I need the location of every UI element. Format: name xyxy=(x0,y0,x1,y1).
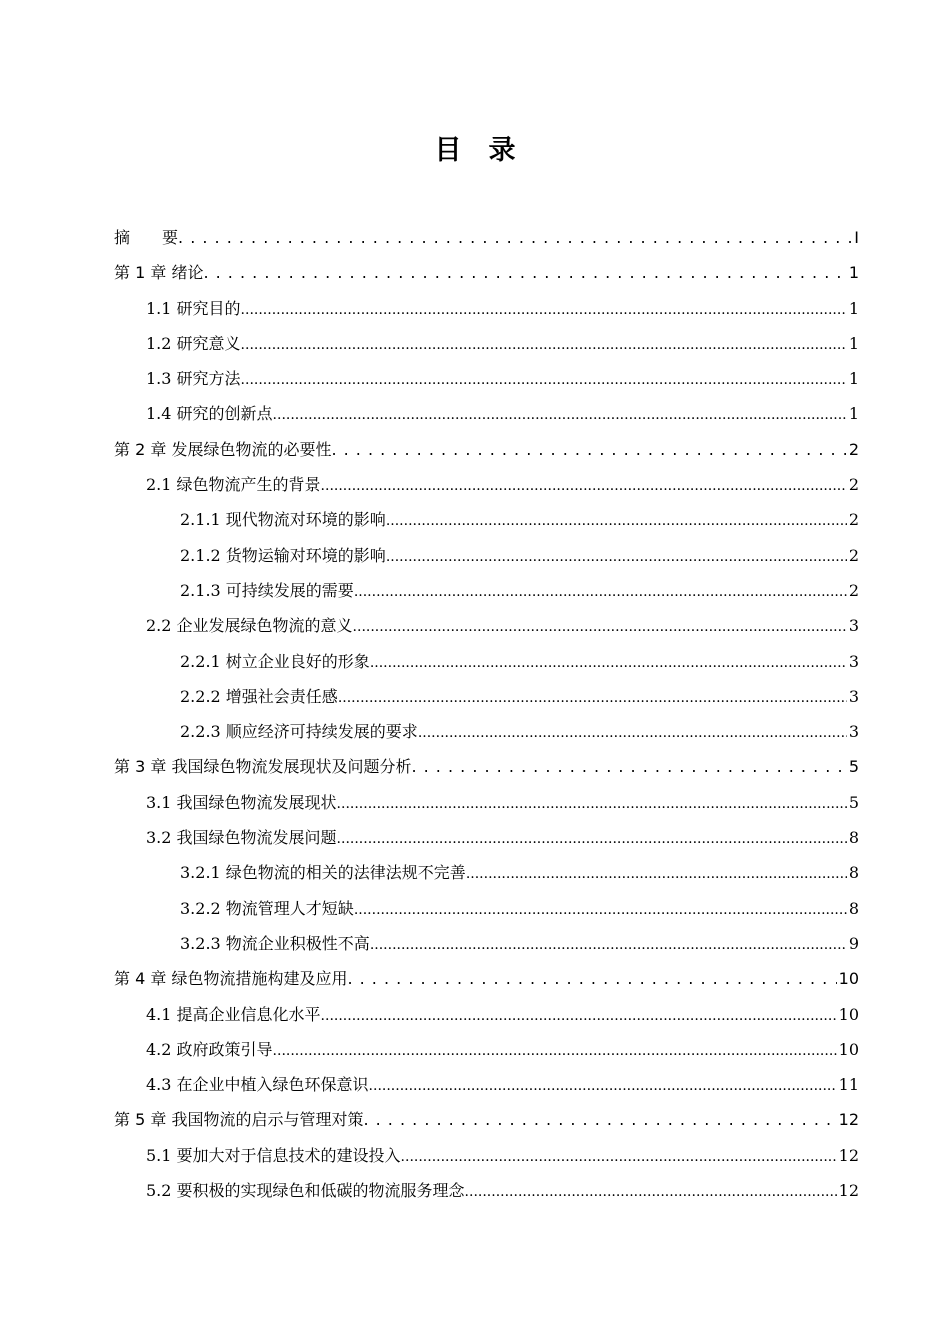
toc-dot-leader xyxy=(347,961,836,996)
toc-entry-label: 2.2.2 增强社会责任感 xyxy=(180,686,338,706)
toc-dot-leader xyxy=(370,926,847,963)
toc-dot-leader xyxy=(337,785,847,822)
toc-dot-leader xyxy=(241,361,847,398)
toc-entry[interactable] xyxy=(0,1067,950,1102)
toc-entry-page-number: 1 xyxy=(848,263,859,283)
table-of-contents xyxy=(0,220,950,1208)
toc-entry[interactable] xyxy=(0,820,950,855)
toc-entry[interactable] xyxy=(0,926,950,961)
toc-entry-label: 第 1 章 绪论 xyxy=(114,263,204,283)
toc-dot-leader xyxy=(273,1032,837,1069)
toc-dot-leader xyxy=(321,467,847,504)
toc-entry[interactable] xyxy=(0,855,950,890)
toc-entry-page-number: 10 xyxy=(838,1004,859,1024)
toc-entry-page-number: I xyxy=(854,228,859,247)
toc-entry-label: 第 2 章 发展绿色物流的必要性 xyxy=(114,439,332,459)
toc-entry[interactable] xyxy=(0,749,950,784)
toc-dot-leader xyxy=(353,608,847,645)
toc-entry-label: 2.2 企业发展绿色物流的意义 xyxy=(146,616,353,636)
toc-entry-page-number: 5 xyxy=(848,792,859,812)
toc-entry-label: 5.2 要积极的实现绿色和低碳的物流服务理念 xyxy=(146,1181,465,1201)
toc-entry[interactable] xyxy=(0,361,950,396)
toc-entry-label: 2.1.3 可持续发展的需要 xyxy=(180,580,354,600)
toc-dot-leader xyxy=(466,855,847,892)
toc-entry-label: 4.3 在企业中植入绿色环保意识 xyxy=(146,1075,369,1095)
toc-entry-label: 2.1.2 货物运输对环境的影响 xyxy=(180,545,386,565)
toc-entry[interactable] xyxy=(0,997,950,1032)
toc-entry-label: 1.1 研究目的 xyxy=(146,298,241,318)
toc-dot-leader xyxy=(203,255,846,290)
toc-entry-label: 5.1 要加大对于信息技术的建设投入 xyxy=(146,1145,401,1165)
toc-dot-leader xyxy=(338,679,847,716)
toc-entry[interactable] xyxy=(0,891,950,926)
toc-entry-page-number: 3 xyxy=(848,686,859,706)
toc-entry-label: 3.1 我国绿色物流发展现状 xyxy=(146,792,337,812)
toc-entry[interactable] xyxy=(0,1032,950,1067)
toc-dot-leader xyxy=(354,891,847,928)
toc-entry-page-number: 10 xyxy=(838,1039,859,1059)
toc-entry-label: 2.1.1 现代物流对环境的影响 xyxy=(180,510,386,530)
toc-entry-page-number: 3 xyxy=(848,616,859,636)
toc-dot-leader xyxy=(386,502,847,539)
toc-entry[interactable] xyxy=(0,679,950,714)
toc-entry-page-number: 1 xyxy=(848,333,859,353)
toc-entry-page-number: 12 xyxy=(838,1145,859,1165)
toc-dot-leader xyxy=(386,538,847,575)
toc-entry[interactable] xyxy=(0,396,950,431)
toc-dot-leader xyxy=(331,432,846,467)
toc-entry[interactable] xyxy=(0,714,950,749)
toc-entry-page-number: 2 xyxy=(848,545,859,565)
toc-entry-label: 4.2 政府政策引导 xyxy=(146,1039,273,1059)
toc-dot-leader xyxy=(418,714,847,751)
toc-entry[interactable] xyxy=(0,220,950,255)
toc-entry-page-number: 8 xyxy=(848,898,859,918)
toc-dot-leader xyxy=(354,573,847,610)
toc-entry-page-number: 11 xyxy=(838,1075,859,1095)
toc-entry-label: 2.1 绿色物流产生的背景 xyxy=(146,475,321,495)
toc-entry-page-number: 2 xyxy=(848,580,859,600)
toc-entry-label: 1.2 研究意义 xyxy=(146,333,241,353)
toc-entry-label: 4.1 提高企业信息化水平 xyxy=(146,1004,321,1024)
toc-dot-leader xyxy=(178,220,852,255)
toc-entry[interactable] xyxy=(0,608,950,643)
toc-entry[interactable] xyxy=(0,467,950,502)
toc-entry-label: 3.2.2 物流管理人才短缺 xyxy=(180,898,354,918)
toc-dot-leader xyxy=(273,396,847,433)
toc-entry[interactable] xyxy=(0,573,950,608)
toc-dot-leader xyxy=(369,1067,837,1104)
toc-entry[interactable] xyxy=(0,1173,950,1208)
toc-dot-leader xyxy=(241,326,847,363)
toc-entry-label: 第 3 章 我国绿色物流发展现状及问题分析 xyxy=(114,757,412,777)
toc-entry-label: 3.2 我国绿色物流发展问题 xyxy=(146,828,337,848)
toc-dot-leader xyxy=(321,997,837,1034)
toc-entry-page-number: 1 xyxy=(848,298,859,318)
toc-entry-page-number: 2 xyxy=(848,475,859,495)
toc-dot-leader xyxy=(337,820,847,857)
toc-entry-label: 1.4 研究的创新点 xyxy=(146,404,273,424)
toc-entry-page-number: 12 xyxy=(838,1110,859,1130)
toc-title: 目 录 xyxy=(434,135,516,166)
toc-entry-page-number: 1 xyxy=(848,404,859,424)
toc-entry-page-number: 8 xyxy=(848,828,859,848)
toc-entry-page-number: 2 xyxy=(848,510,859,530)
toc-entry-label: 2.2.3 顺应经济可持续发展的要求 xyxy=(180,722,418,742)
toc-entry[interactable] xyxy=(0,326,950,361)
toc-dot-leader xyxy=(401,1138,837,1175)
toc-dot-leader xyxy=(465,1173,837,1210)
toc-entry-page-number: 9 xyxy=(848,933,859,953)
toc-entry-label: 第 5 章 我国物流的启示与管理对策 xyxy=(114,1110,364,1130)
toc-entry-page-number: 10 xyxy=(838,969,859,989)
toc-entry[interactable] xyxy=(0,644,950,679)
toc-entry-page-number: 8 xyxy=(848,863,859,883)
toc-dot-leader xyxy=(411,749,846,784)
toc-entry-label: 3.2.3 物流企业积极性不高 xyxy=(180,933,370,953)
toc-entry-label: 2.2.1 树立企业良好的形象 xyxy=(180,651,370,671)
toc-entry-label: 第 4 章 绿色物流措施构建及应用 xyxy=(114,969,348,989)
toc-entry[interactable] xyxy=(0,1102,950,1137)
toc-entry-label: 3.2.1 绿色物流的相关的法律法规不完善 xyxy=(180,863,466,883)
toc-entry[interactable] xyxy=(0,538,950,573)
toc-entry-page-number: 5 xyxy=(848,757,859,777)
toc-entry[interactable] xyxy=(0,291,950,326)
toc-dot-leader xyxy=(241,291,847,328)
toc-entry-page-number: 3 xyxy=(848,722,859,742)
toc-entry[interactable] xyxy=(0,255,950,290)
toc-entry[interactable] xyxy=(0,432,950,467)
toc-entry-label: 摘 要 xyxy=(114,228,179,247)
toc-dot-leader xyxy=(370,644,847,681)
toc-entry-page-number: 12 xyxy=(838,1181,859,1201)
toc-entry[interactable] xyxy=(0,1138,950,1173)
toc-entry-page-number: 2 xyxy=(848,439,859,459)
toc-entry-label: 1.3 研究方法 xyxy=(146,369,241,389)
toc-entry[interactable] xyxy=(0,785,950,820)
toc-entry-page-number: 3 xyxy=(848,651,859,671)
toc-entry-page-number: 1 xyxy=(848,369,859,389)
toc-dot-leader xyxy=(363,1102,836,1137)
toc-entry[interactable] xyxy=(0,961,950,996)
toc-entry[interactable] xyxy=(0,502,950,537)
